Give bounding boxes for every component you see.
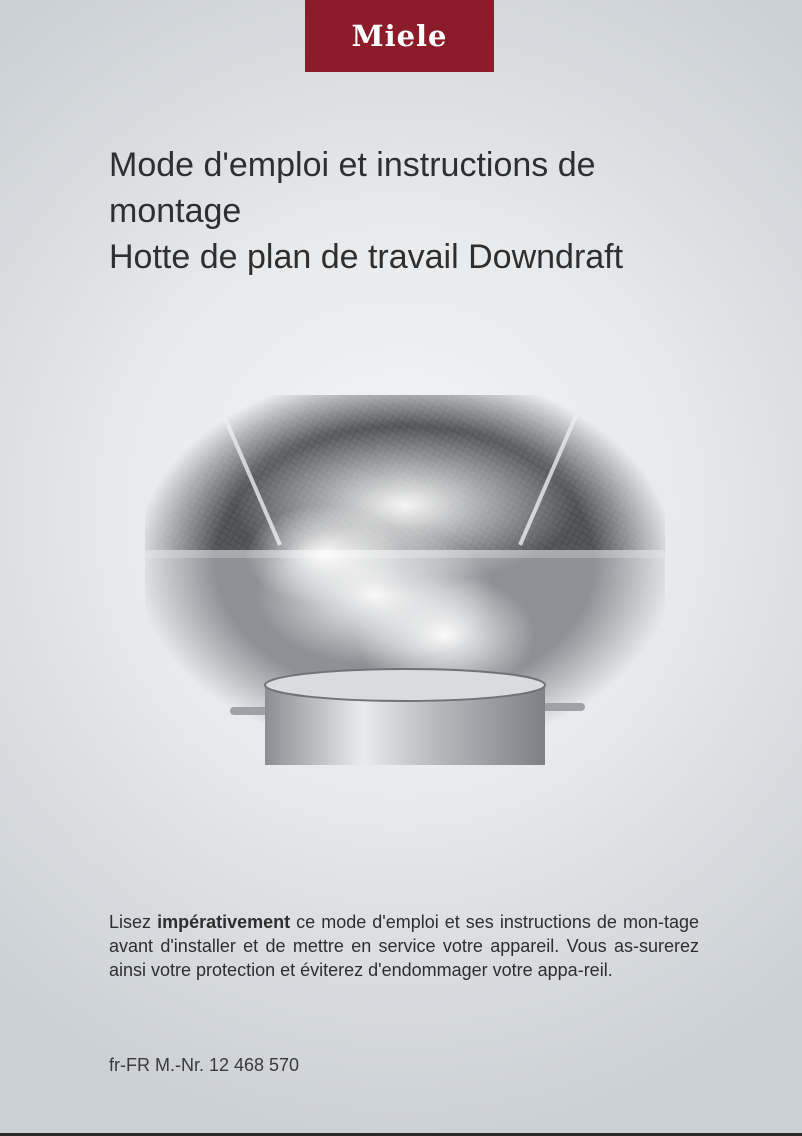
- intro-suffix: ce mode d'emploi et ses instructions de mon-tage avant d'installer et de mettre en service votre appareil. Vous as-surerez ainsi votre protection et éviterez d'endommager votre appa-reil.: [109, 912, 700, 980]
- document-title: [109, 142, 709, 280]
- steaming-pot-illustration: [145, 395, 665, 765]
- material-number: fr-FR M.-Nr. 12 468 570: [109, 1055, 300, 1075]
- title-line-1: Mode d'emploi et instructions de: [109, 146, 596, 184]
- logo-text: Miele: [351, 19, 448, 53]
- intro-emphasis: impérativement: [157, 912, 291, 932]
- title-line-2: montage: [109, 192, 242, 230]
- intro-text: [109, 910, 699, 982]
- product-name: Hotte de plan de travail Downdraft: [109, 238, 624, 276]
- intro-prefix: Lisez: [109, 912, 158, 932]
- miele-logo: [305, 0, 494, 72]
- pot-icon: [230, 669, 585, 765]
